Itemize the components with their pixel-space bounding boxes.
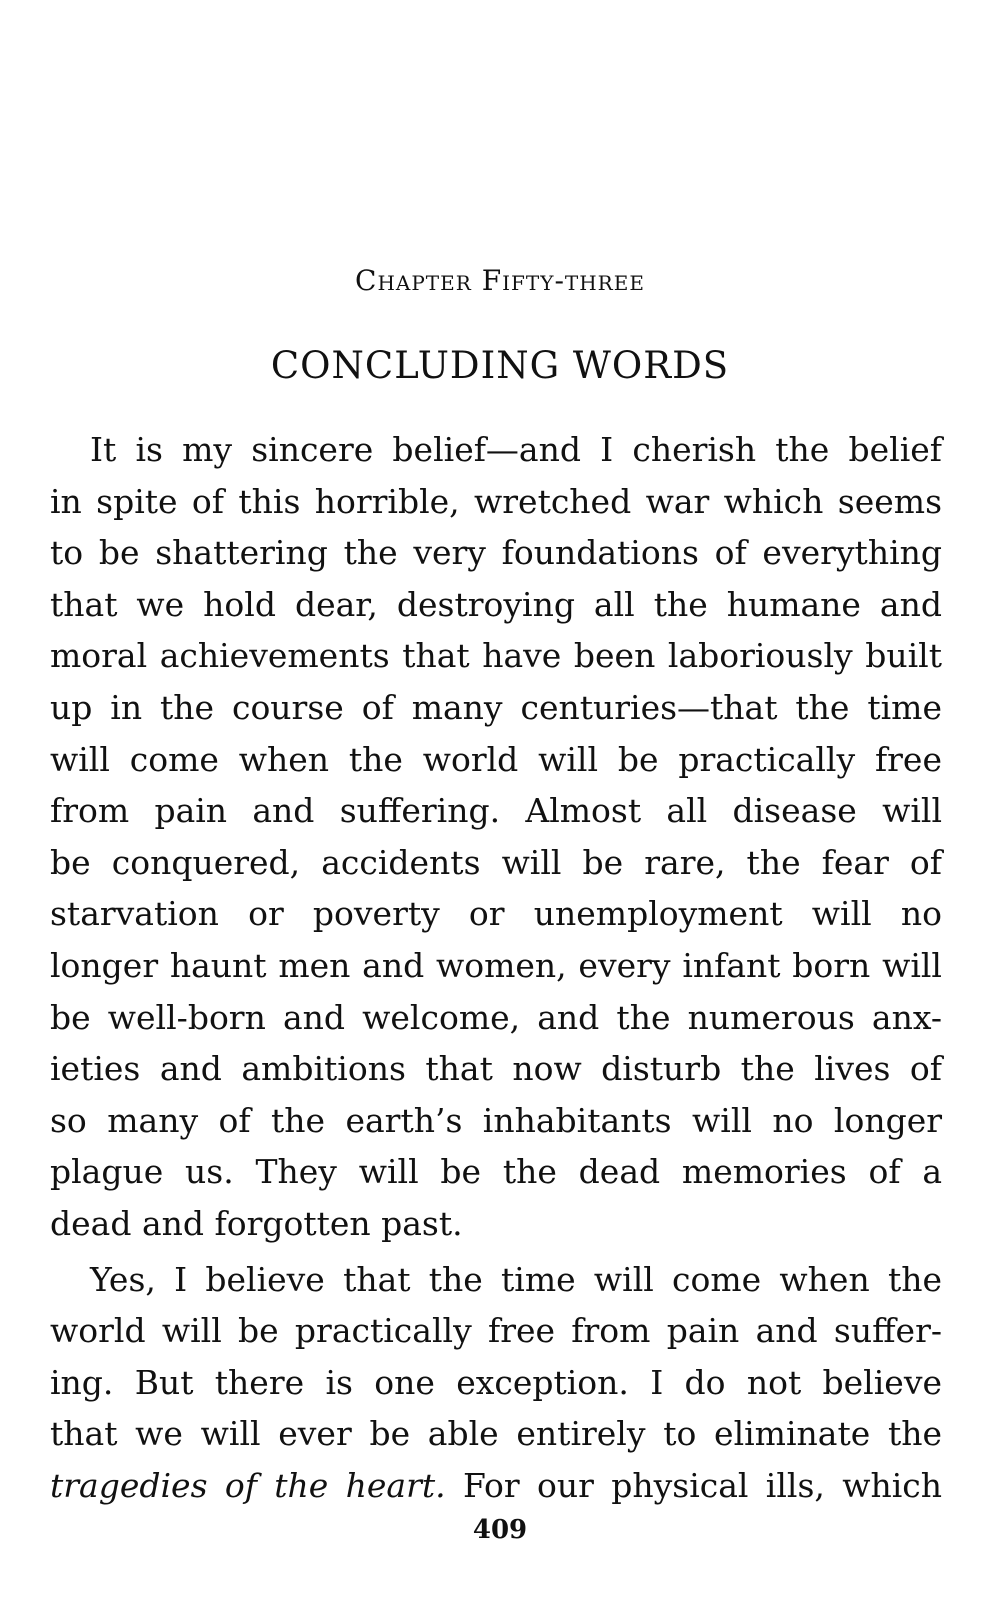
text-line: longer haunt men and women, every infant born will	[50, 945, 942, 985]
text-line: will come when the world will be practically free	[50, 739, 942, 779]
italic-phrase: tragedies of the heart.	[50, 1465, 446, 1505]
text-line: be well-born and welcome, and the numerous anx-	[50, 997, 942, 1037]
chapter-label: Chapter Fifty-three	[355, 264, 645, 297]
text-line: in spite of this horrible, wretched war which seems	[50, 481, 942, 521]
text-line: that we will ever be able entirely to eliminate the	[50, 1414, 942, 1454]
text-fragment: For our physical ills, which	[462, 1465, 942, 1505]
text-line: ieties and ambitions that now disturb the lives of	[50, 1049, 942, 1089]
text-line: dead and forgotten past.	[50, 1203, 463, 1243]
text-line: Yes, I believe that the time will come when the	[90, 1259, 942, 1299]
text-line: from pain and suffering. Almost all disease will	[50, 791, 942, 831]
text-line: that we hold dear, destroying all the humane and	[50, 584, 942, 624]
page-number: 409	[472, 1515, 528, 1545]
body-text	[50, 424, 942, 1511]
text-line: up in the course of many centuries—that the time	[50, 687, 942, 727]
paragraph-2	[50, 1254, 942, 1512]
text-line: It is my sincere belief—and I cherish the belief	[90, 430, 942, 469]
text-line: world will be practically free from pain and suffer-	[50, 1311, 942, 1351]
paragraph-1	[50, 424, 942, 1250]
text-line: moral achievements that have been laboriously built	[50, 636, 942, 676]
text-line: starvation or poverty or unemployment will no	[50, 894, 942, 934]
text-line: to be shattering the very foundations of everything	[50, 533, 942, 573]
text-line: be conquered, accidents will be rare, the fear of	[50, 842, 942, 882]
text-line	[50, 1460, 942, 1512]
chapter-title: CONCLUDING WORDS	[270, 344, 730, 387]
text-line: so many of the earth’s inhabitants will no longer	[50, 1100, 942, 1140]
text-line: ing. But there is one exception. I do not believe	[50, 1362, 942, 1402]
text-line: plague us. They will be the dead memories of a	[50, 1152, 942, 1192]
